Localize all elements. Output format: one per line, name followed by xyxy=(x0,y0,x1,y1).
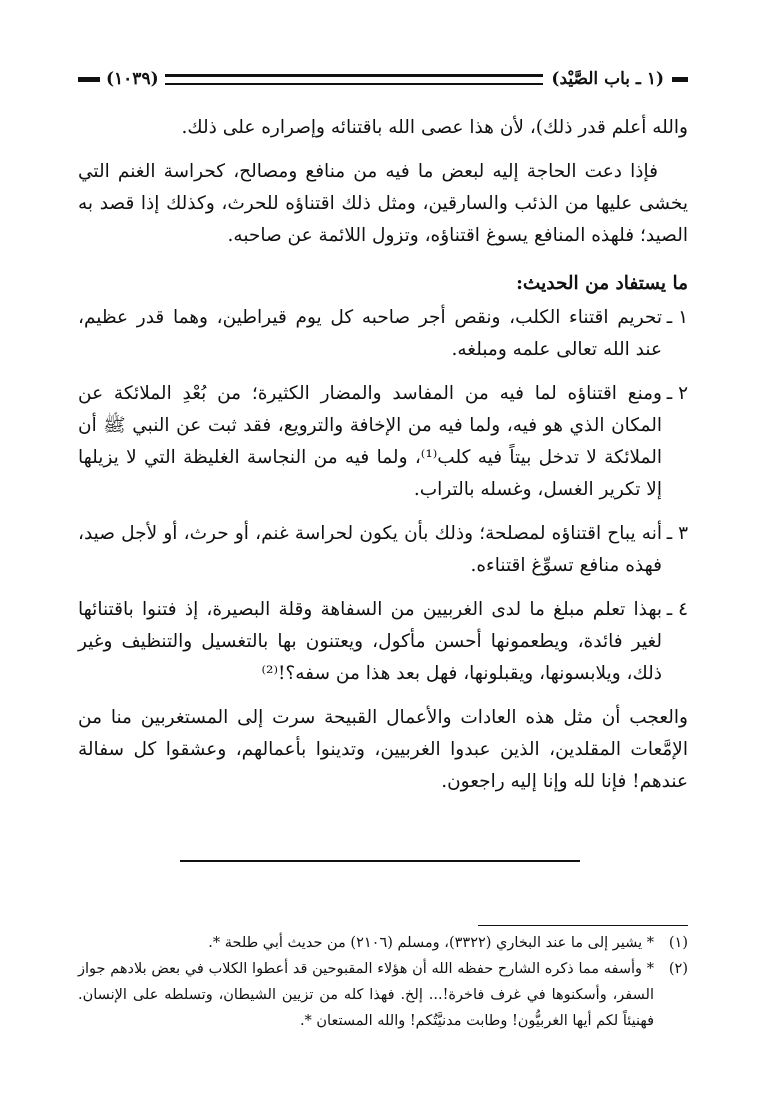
header-bar-right xyxy=(672,77,688,82)
footnote-number: (٢) xyxy=(668,961,688,977)
footnote-text: * وأسفه مما ذكره الشارح حفظه الله أن هؤلاء المقبوحين قد أعطوا الكلاب في بعض بلادهم جواز السفر، وأسكنوها في غرف فاخرة!... إلخ. فهذا كله من تزيين الشيطان، وتسلطه على الإنسان. فهنيئاً لكم أيها الغربيُّون! وطابت مدنيَّتُكم! والله المستعان *. xyxy=(78,961,654,1029)
item-number: ١ ـ xyxy=(666,307,688,328)
footnote xyxy=(78,956,688,1034)
section-title: ما يستفاد من الحديث: xyxy=(516,273,688,294)
footnote xyxy=(78,930,688,956)
list-item xyxy=(78,302,688,366)
closing-paragraph: والعجب أن مثل هذه العادات والأعمال القبيحة سرت إلى المستغربين منا من الإمَّعات المقلدين، الذين عبدوا الغربيين، وتدينوا بأعمالهم، وعشقوا كل سفالة عندهم! فإنا لله وإنا إليه راجعون. xyxy=(78,707,688,792)
item-text: ومنع اقتناؤه لما فيه من المفاسد والمضار الكثيرة؛ من بُعْدِ الملائكة عن المكان الذي هو فيه، ولما فيه من الإخافة والترويع، فقد ثبت عن النبي ﷺ أن الملائكة لا تدخل بيتاً فيه كلب⁽¹⁾، ولما فيه من النجاسة الغليظة التي لا يزيلها إلا تكرير الغسل، وغسله بالتراب. xyxy=(78,383,662,500)
item-text: أنه يباح اقتناؤه لمصلحة؛ وذلك بأن يكون لحراسة غنم، أو حرث، أو لأجل صيد، فهذه منافع تسوِّغ اقتناءه. xyxy=(78,523,662,576)
list-item xyxy=(78,594,688,690)
end-divider xyxy=(180,860,580,862)
item-number: ٤ ـ xyxy=(666,599,688,620)
header-rule xyxy=(165,74,544,85)
footnotes xyxy=(78,930,688,1034)
paragraph-1: والله أعلم قدر ذلك)، لأن هذا عصى الله باقتنائه وإصراره على ذلك. xyxy=(181,117,688,138)
item-text: تحريم اقتناء الكلب، ونقص أجر صاحبه كل يوم قيراطين، وهما قدر عظيم، عند الله تعالى علمه ومبلغه. xyxy=(78,307,662,360)
footnote-text: * يشير إلى ما عند البخاري (٣٣٢٢)، ومسلم (٢١٠٦) من حديث أبي طلحة *. xyxy=(208,935,654,951)
footnote-number: (١) xyxy=(668,935,688,951)
running-header xyxy=(78,64,688,94)
paragraph-2: فإذا دعت الحاجة إليه لبعض ما فيه من منافع ومصالح، كحراسة الغنم التي يخشى عليها من الذئب والسارقين، ومثل ذلك اقتناؤه للحرث، وكذلك إذا قصد به الصيد؛ فلهذه المنافع يسوغ اقتناؤه، وتزول اللائمة عن صاحبه. xyxy=(78,161,688,246)
chapter-title: (١ ـ باب الصَّيْد) xyxy=(551,69,664,89)
footnote-divider xyxy=(478,925,688,926)
main-text xyxy=(78,112,688,810)
list-item xyxy=(78,378,688,506)
item-text: بهذا تعلم مبلغ ما لدى الغربيين من السفاهة وقلة البصيرة، إذ فتنوا باقتنائها لغير فائدة، ويطعمونها أحسن مأكول، ويعتنون بها بالتغسيل والتنظيف وغير ذلك، ويلابسونها، ويقبلونها، فهل بعد هذا من سفه؟!⁽²⁾ xyxy=(78,599,662,684)
list-item xyxy=(78,518,688,582)
item-number: ٣ ـ xyxy=(666,523,688,544)
page-number: (١٠٣٩) xyxy=(106,69,159,89)
item-number: ٢ ـ xyxy=(666,383,688,404)
header-bar-left xyxy=(78,77,100,82)
